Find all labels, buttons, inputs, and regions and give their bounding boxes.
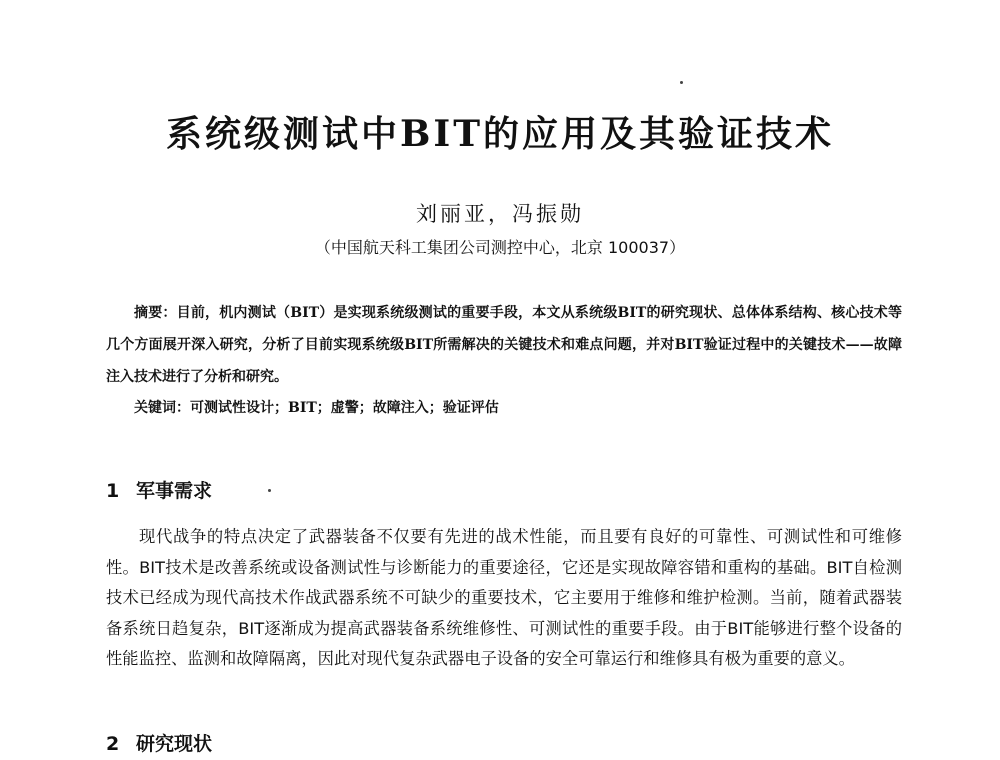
scan-speck (680, 81, 683, 84)
section-number: 2 (106, 733, 120, 755)
section-heading-1 (106, 476, 212, 503)
paper-abstract: 摘要：目前，机内测试（BIT）是实现系统级测试的重要手段，本文从系统级BIT的研究现状、总体体系结构、核心技术等几个方面展开深入研究，分析了目前实现系统级BIT所需解决的关键技术和难点问题，并对BIT验证过程中的关键技术——故障注入技术进行了分析和研究。 (106, 305, 902, 385)
section-number: 1 (106, 480, 120, 502)
paper-authors: 刘丽亚，冯振勋 (416, 202, 584, 226)
paper-affiliation: （中国航天科工集团公司测控中心，北京 100037） (314, 238, 686, 257)
section-heading-2 (106, 729, 212, 756)
paper-title: 系统级测试中BIT的应用及其验证技术 (165, 113, 835, 155)
paper-keywords: 关键词：可测试性设计；BIT；虚警；故障注入；验证评估 (134, 400, 499, 416)
section-title: 军事需求 (136, 480, 213, 502)
scan-speck (268, 489, 271, 492)
section-1-paragraph: 现代战争的特点决定了武器装备不仅要有先进的战术性能，而且要有良好的可靠性、可测试性和可维修性。BIT技术是改善系统或设备测试性与诊断能力的重要途径，它还是实现故障容错和重构的基础。BIT自检测技术已经成为现代高技术作战武器系统不可缺少的重要技术，它主要用于维修和维护检测。当前，随着武器装备系统日趋复杂，BIT逐渐成为提高武器装备系统维修性、可测试性的重要手段。由于BIT能够进行整个设备的性能监控、监测和故障隔离，因此对现代复杂武器电子设备的安全可靠运行和维修具有极为重要的意义。 (106, 527, 902, 668)
section-title: 研究现状 (136, 733, 213, 755)
